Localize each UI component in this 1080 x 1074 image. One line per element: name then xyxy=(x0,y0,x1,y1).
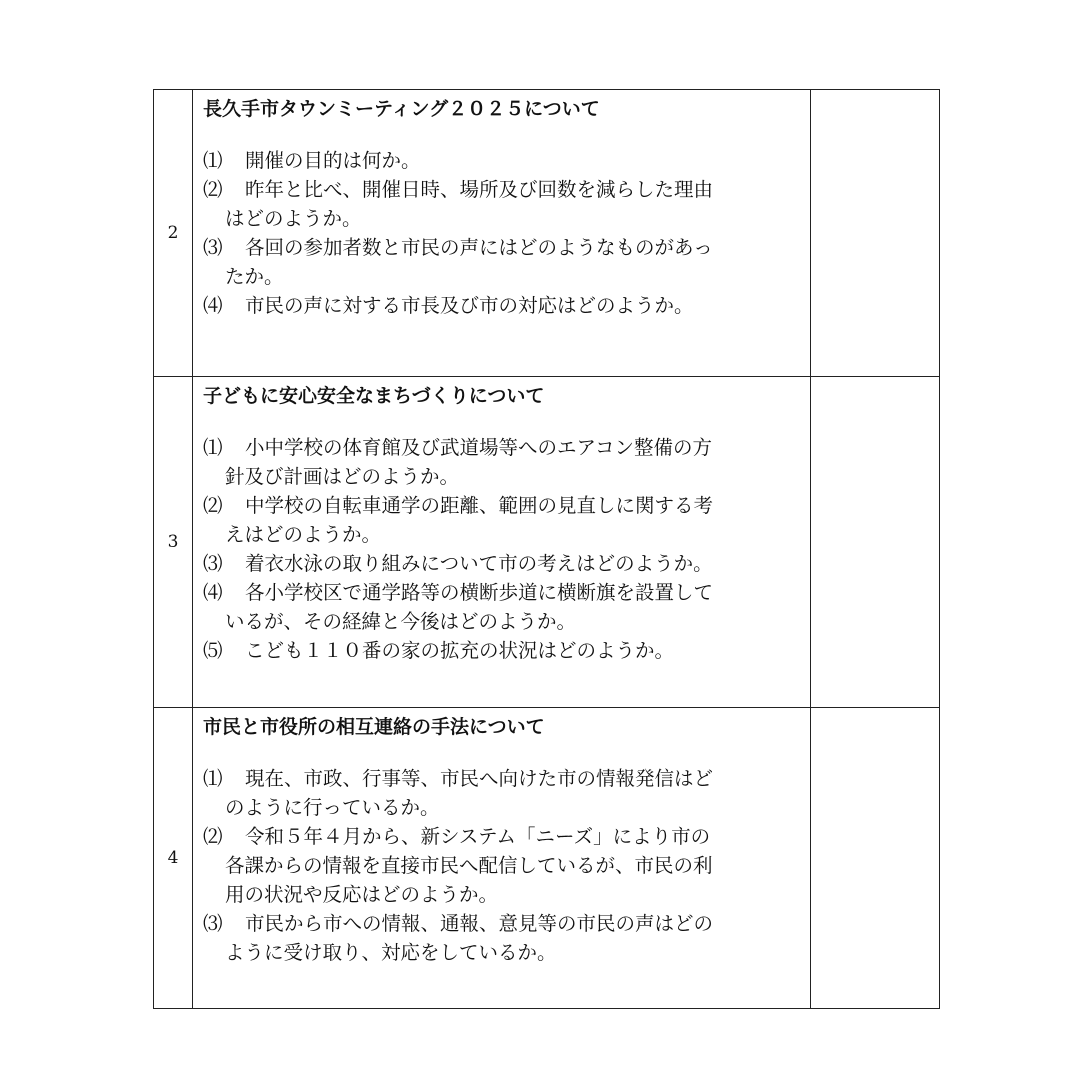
item-marker: ⑵ xyxy=(203,494,223,517)
item-text: 市民から市への情報、通報、意見等の市民の声はどの xyxy=(245,912,714,935)
item-marker: ⑴ xyxy=(203,149,223,172)
item-marker: ⑷ xyxy=(203,294,223,317)
item-text-continued: いるが、その経緯と今後はどのようか。 xyxy=(225,610,577,633)
row-content xyxy=(193,90,811,377)
list-item xyxy=(203,909,800,967)
empty-cell xyxy=(811,708,940,1009)
item-text-continued: たか。 xyxy=(225,265,284,288)
row-content xyxy=(193,708,811,1009)
item-text-continued: 各課からの情報を直接市民へ配信しているが、市民の利 xyxy=(225,854,713,877)
item-text: 各小学校区で通学路等の横断歩道に横断旗を設置して xyxy=(245,581,714,604)
item-text: こども１１０番の家の拡充の状況はどのようか。 xyxy=(245,639,675,662)
item-marker: ⑴ xyxy=(203,767,223,790)
item-text: 各回の参加者数と市民の声にはどのようなものがあっ xyxy=(245,236,713,259)
row-number: 4 xyxy=(154,708,193,1009)
item-marker: ⑸ xyxy=(203,639,223,662)
empty-cell xyxy=(811,377,940,708)
list-item xyxy=(203,549,800,578)
item-text: 昨年と比べ、開催日時、場所及び回数を減らした理由 xyxy=(245,178,714,201)
list-item xyxy=(203,291,800,320)
row-number: 2 xyxy=(154,90,193,377)
list-item xyxy=(203,146,800,175)
row-title: 長久手市タウンミーティング２０２５について xyxy=(203,98,600,120)
item-text-continued: えはどのようか。 xyxy=(225,523,382,546)
list-item xyxy=(203,822,800,909)
row-title: 市民と市役所の相互連絡の手法について xyxy=(203,716,545,738)
item-text: 着衣水泳の取り組みについて市の考えはどのようか。 xyxy=(245,552,713,575)
item-marker: ⑶ xyxy=(203,552,223,575)
item-marker: ⑷ xyxy=(203,581,223,604)
item-text: 開催の目的は何か。 xyxy=(245,149,421,172)
table-row xyxy=(154,708,940,1009)
list-item xyxy=(203,578,800,636)
list-item xyxy=(203,233,800,291)
item-text: 現在、市政、行事等、市民へ向けた市の情報発信はど xyxy=(245,767,714,790)
row-number: 3 xyxy=(154,377,193,708)
list-item xyxy=(203,175,800,233)
row-content xyxy=(193,377,811,708)
item-text-continued: のように行っているか。 xyxy=(225,796,440,819)
list-item xyxy=(203,764,800,822)
table-row xyxy=(154,377,940,708)
item-text-continued: はどのようか。 xyxy=(225,207,362,230)
item-text: 中学校の自転車通学の距離、範囲の見直しに関する考 xyxy=(245,494,714,517)
empty-cell xyxy=(811,90,940,377)
table-row xyxy=(154,90,940,377)
list-item xyxy=(203,491,800,549)
item-text-continued: 用の状況や反応はどのようか。 xyxy=(225,883,499,906)
item-marker: ⑵ xyxy=(203,825,223,848)
questions-table xyxy=(153,89,940,1009)
item-text: 市民の声に対する市長及び市の対応はどのようか。 xyxy=(245,294,694,317)
list-item xyxy=(203,636,800,665)
item-marker: ⑶ xyxy=(203,236,223,259)
item-text-continued: ように受け取り、対応をしているか。 xyxy=(225,941,557,964)
item-text: 小中学校の体育館及び武道場等へのエアコン整備の方 xyxy=(245,436,713,459)
item-text-continued: 針及び計画はどのようか。 xyxy=(225,465,460,488)
item-marker: ⑴ xyxy=(203,436,223,459)
row-title: 子どもに安心安全なまちづくりについて xyxy=(203,385,545,407)
item-text: 令和５年４月から、新システム「ニーズ」により市の xyxy=(245,825,711,848)
list-item xyxy=(203,433,800,491)
item-marker: ⑶ xyxy=(203,912,223,935)
item-marker: ⑵ xyxy=(203,178,223,201)
